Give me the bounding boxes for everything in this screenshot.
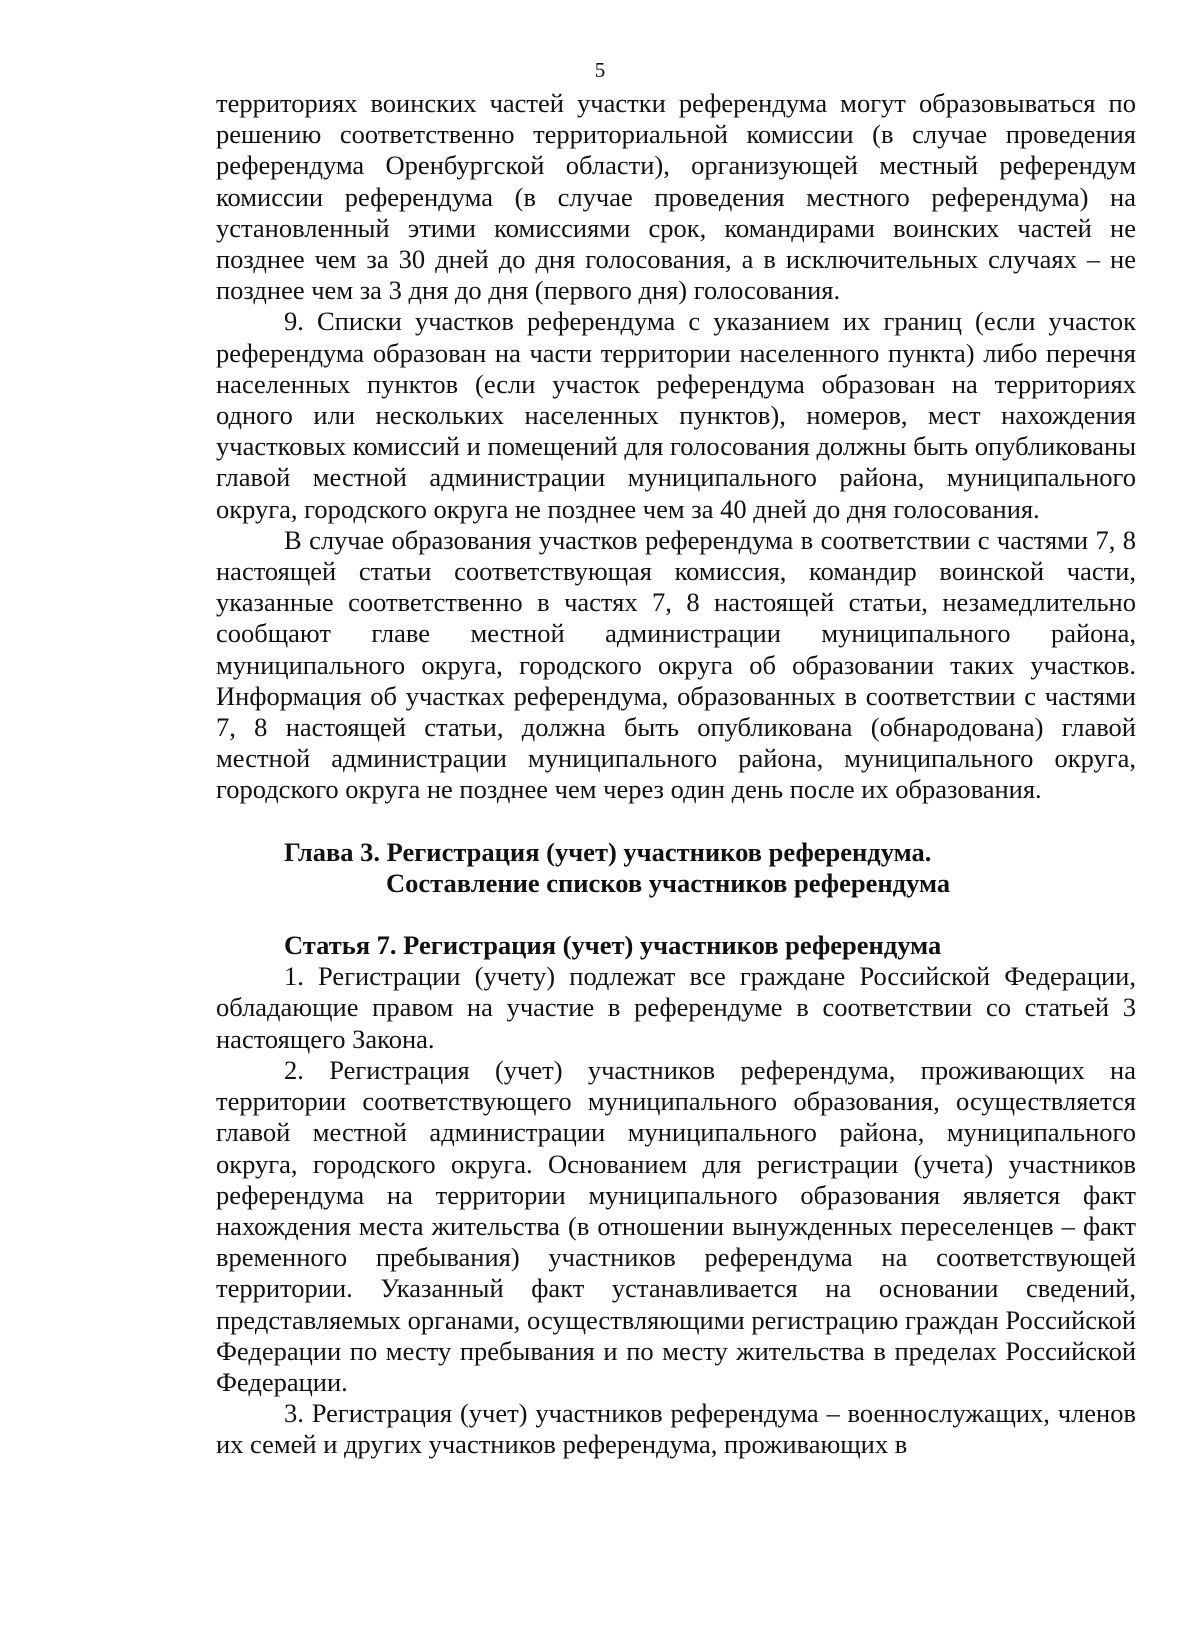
paragraph-item-9: 9. Списки участков референдума с указанием их границ (если участок референдума образован на части территории населенного пункта) либо перечня населенных пунктов (если участок референдума образован на территориях одного или нескольких населенных пунктов), номеров, мест нахождения участковых комиссий и помещений для голосования должны быть опубликованы главой местной администрации муниципального района, муниципального округа, городского округа не позднее чем за 40 дней до дня голосования. (216, 306, 1136, 524)
paragraph-article-item-3: 3. Регистрация (учет) участников референдума – военнослужащих, членов их семей и других участников референдума, проживающих в (216, 1398, 1136, 1460)
paragraph-lists-publication: В случае образования участков референдума в соответствии с частями 7, 8 настоящей статьи соответствующая комиссия, командир воинской части, указанные соответственно в частях 7, 8 настоящей статьи, незамедлительно сообщают главе местной администрации муниципального района, муниципального округа, городского округа об образовании таких участков. Информация об участках референдума, образованных в соответствии с частями 7, 8 настоящей статьи, должна быть опубликована (обнародована) главой местной администрации муниципального района, муниципального округа, городского округа не позднее чем через один день после их образования. (216, 524, 1136, 805)
paragraph-article-item-2: 2. Регистрация (учет) участников референдума, проживающих на территории соответствующего муниципального образования, осуществляется главой местной администрации муниципального района, муниципального округа, городского округа. Основанием для регистрации (учета) участников референдума на территории муниципального образования является факт нахождения места жительства (в отношении вынужденных переселенцев – факт временного пребывания) участников референдума на соответствующей территории. Указанный факт устанавливается на основании сведений, представляемых органами, осуществляющими регистрацию граждан Российской Федерации по месту пребывания и по месту жительства в пределах Российской Федерации. (216, 1054, 1136, 1397)
paragraph-article-item-1: 1. Регистрации (учету) подлежат все граждане Российской Федерации, обладающие правом на участие в референдуме в соответствии со статьей 3 настоящего Закона. (216, 961, 1136, 1054)
chapter-heading (216, 837, 1136, 899)
chapter-heading-line2: Составление списков участников референдума (386, 867, 951, 898)
article-heading: Статья 7. Регистрация (учет) участников референдума (284, 930, 942, 961)
page-number: 5 (594, 58, 606, 82)
paragraph-continuation: территориях воинских частей участки референдума могут образовываться по решению соответственно территориальной комиссии (в случае проведения референдума Оренбургской области), организующей местный референдум комиссии референдума (в случае проведения местного референдума) на установленный этими комиссиями срок, командирами воинских частей не позднее чем за 30 дней до дня голосования, а в исключительных случаях – не позднее чем за 3 дня до дня (первого дня) голосования. (216, 88, 1136, 306)
chapter-heading-line1: Глава 3. Регистрация (учет) участников референдума. (284, 836, 932, 867)
document-body (216, 88, 1136, 1461)
